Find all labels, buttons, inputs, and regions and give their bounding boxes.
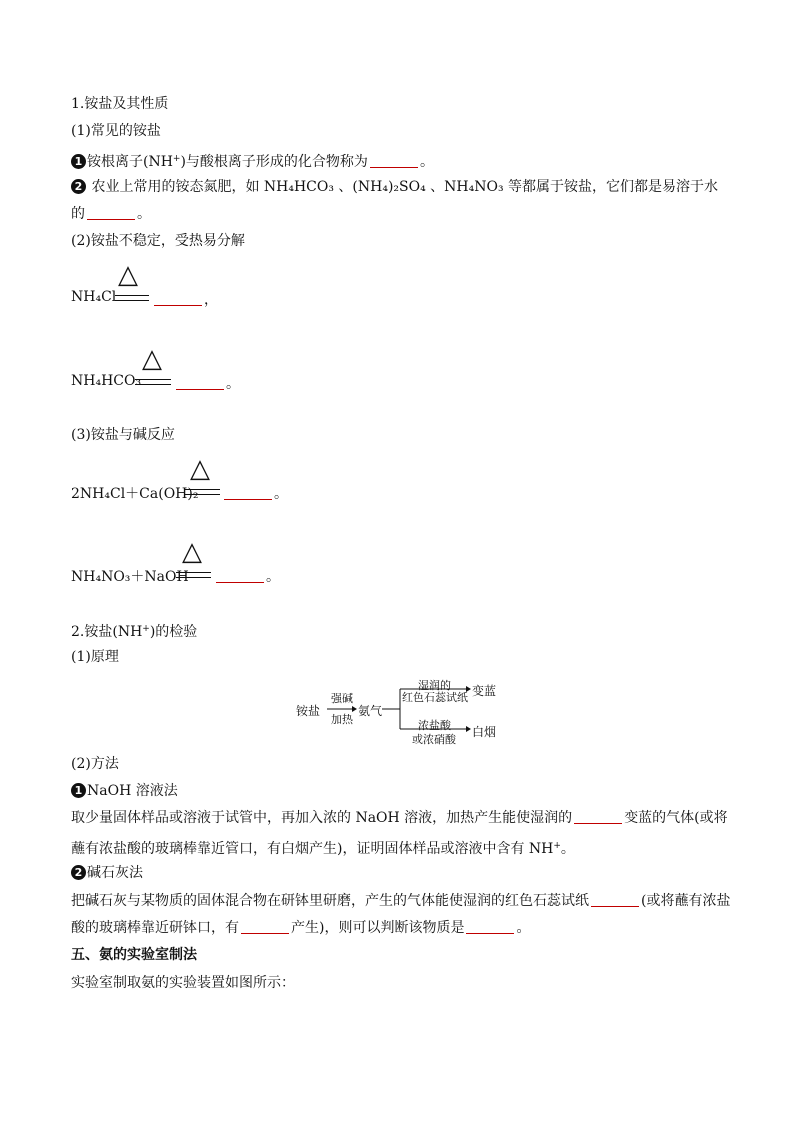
answer-blank[interactable] bbox=[591, 892, 639, 907]
method1-line2: 蘸有浓盐酸的玻璃棒靠近管口，有白烟产生)，证明固体样品或溶液中含有 NH+。 bbox=[71, 841, 575, 857]
upper-bottom-label: 红色石蕊试纸 bbox=[402, 691, 468, 704]
method2-line1: 把碱石灰与某物质的固体混合物在研钵里研磨，产生的气体能使湿润的红色石蕊试纸 (或将蘸有浓盐 bbox=[71, 893, 731, 909]
lower-bottom-label: 或浓硝酸 bbox=[412, 733, 456, 746]
common-ammonium-heading: (1)常见的铵盐 bbox=[71, 123, 161, 139]
heat-triangle-icon: △ bbox=[190, 454, 210, 484]
equals-sign bbox=[185, 489, 220, 495]
heat-triangle-icon: △ bbox=[118, 260, 138, 290]
circle-number-1: 1 bbox=[71, 783, 86, 798]
equation-nh4cl-caoh2: 2NH₄Cl＋Ca(OH)₂ bbox=[71, 486, 199, 502]
heat-triangle-icon: △ bbox=[142, 344, 162, 374]
circle-number-2: 2 bbox=[71, 865, 86, 880]
method2-title: 2 碱石灰法 bbox=[71, 864, 143, 882]
equation-nh4cl: NH₄Cl bbox=[71, 289, 117, 305]
equation-nh4no3-naoh: NH₄NO₃＋NaOH bbox=[71, 569, 189, 585]
diagram-middle: 氨气 bbox=[358, 704, 383, 718]
answer-blank[interactable] bbox=[466, 919, 514, 934]
reaction-with-base-heading: (3)铵盐与碱反应 bbox=[71, 427, 175, 443]
answer-blank[interactable] bbox=[87, 205, 135, 220]
section2-title: 2.铵盐(NH+)的检验 bbox=[71, 624, 198, 640]
item2-line1: 2 农业上常用的铵态氮肥，如 NH₄HCO₃ 、(NH₄)₂SO₄ 、NH₄NO₃ 等都属于铵盐，它们都是易溶于水 bbox=[71, 178, 718, 196]
equals-sign bbox=[135, 379, 171, 385]
method2-line2: 酸的玻璃棒靠近研钵口，有 产生)，则可以判断该物质是 。 bbox=[71, 920, 531, 936]
circle-number-1: 1 bbox=[71, 154, 86, 169]
method1-title: 1 NaOH 溶液法 bbox=[71, 782, 178, 800]
equation-nh4hco3: NH₄HCO₃ bbox=[71, 373, 142, 389]
heat-triangle-icon: △ bbox=[182, 537, 202, 567]
section5-title: 五、氨的实验室制法 bbox=[71, 947, 197, 963]
arrow-bottom-label: 加热 bbox=[331, 713, 353, 726]
equals-sign bbox=[115, 295, 149, 301]
answer-blank[interactable] bbox=[176, 375, 224, 390]
item2-line2: 的 。 bbox=[71, 206, 151, 222]
lower-result: 白烟 bbox=[472, 725, 497, 739]
answer-blank[interactable] bbox=[154, 291, 202, 306]
diagram-start: 铵盐 bbox=[296, 704, 321, 718]
answer-blank[interactable] bbox=[241, 919, 289, 934]
answer-blank[interactable] bbox=[370, 153, 418, 168]
arrow-top-label: 强碱 bbox=[331, 692, 353, 705]
answer-blank[interactable] bbox=[216, 568, 264, 583]
equals-sign bbox=[176, 572, 211, 578]
lab-setup-text: 实验室制取氨的实验装置如图所示： bbox=[71, 975, 295, 991]
method1-line1: 取少量固体样品或溶液于试管中，再加入浓的 NaOH 溶液，加热产生能使湿润的 变蓝的气体(或将 bbox=[71, 810, 728, 826]
upper-top-label: 湿润的 bbox=[418, 679, 451, 692]
item1: 1 铵根离子(NH+)与酸根离子形成的化合物称为 。 bbox=[71, 150, 434, 171]
answer-blank[interactable] bbox=[574, 809, 622, 824]
section1-title: 1.铵盐及其性质 bbox=[71, 96, 169, 112]
answer-blank[interactable] bbox=[224, 485, 272, 500]
upper-result: 变蓝 bbox=[472, 684, 497, 698]
diagram-arrows bbox=[320, 680, 480, 740]
decomposition-heading: (2)铵盐不稳定，受热易分解 bbox=[71, 233, 245, 249]
lower-top-label: 浓盐酸 bbox=[418, 719, 451, 732]
circle-number-2: 2 bbox=[71, 179, 86, 194]
principle-heading: (1)原理 bbox=[71, 649, 119, 665]
method-heading: (2)方法 bbox=[71, 756, 119, 772]
